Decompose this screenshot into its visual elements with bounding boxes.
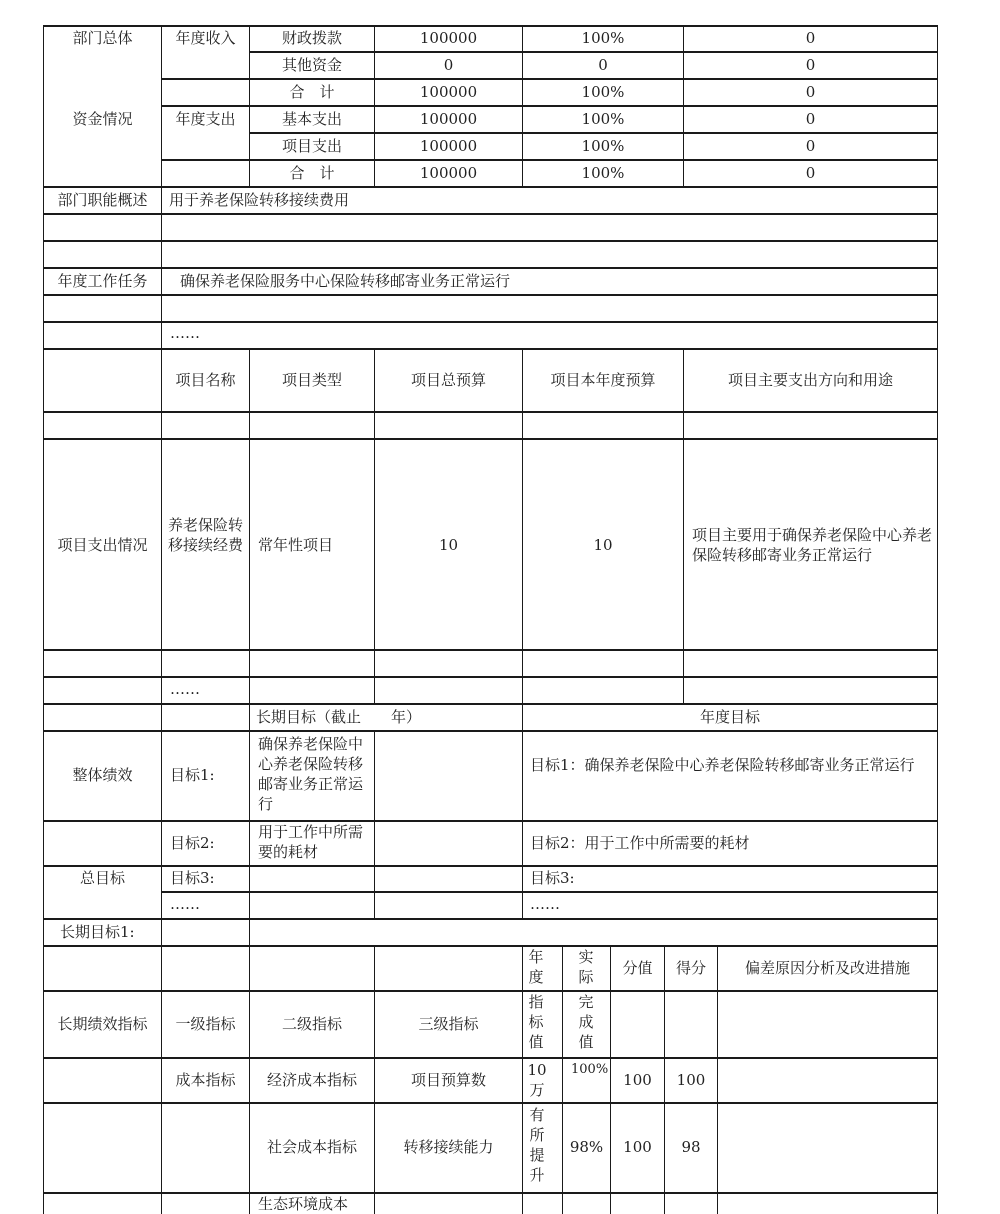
project-name: 养老保险转移接续经费: [168, 516, 244, 554]
grid-line: [43, 1057, 938, 1059]
funding-item-name: 其他资金: [281, 56, 342, 74]
header-level3: 三级指标: [418, 1015, 479, 1033]
funding-other: 0: [805, 137, 816, 155]
project-type: 常年性项目: [258, 536, 334, 554]
indicator-level3: 项目预算数: [410, 1071, 486, 1089]
grid-line: [522, 25, 523, 186]
project-header-annual: 项目本年度预算: [550, 371, 656, 389]
goal3-annual-text: 目标3:: [530, 869, 575, 887]
header-analysis: 偏差原因分析及改进措施: [744, 959, 910, 977]
goal2-annual-text: 目标2：用于工作中所需要的耗材: [530, 834, 750, 852]
header-score-value: 分值: [622, 959, 653, 977]
funding-other: 0: [805, 164, 816, 182]
indicator-actual: 100%: [571, 1062, 609, 1077]
goal-annual-more: ……: [530, 895, 560, 913]
funding-item-name: 项目支出: [281, 137, 342, 155]
grid-line: [374, 25, 375, 186]
grid-line: [162, 159, 938, 161]
funding-item-name: 财政拨款: [281, 29, 342, 47]
funding-other: 0: [805, 83, 816, 101]
project-section-label: 项目支出情况: [57, 536, 148, 554]
indicator-level3: 转移接续能力: [403, 1138, 494, 1156]
funding-ratio: 100%: [581, 110, 625, 128]
grid-line: [162, 105, 938, 107]
goal3-label: 目标3:: [170, 869, 215, 887]
grid-line: [43, 1102, 938, 1104]
indicator-level2: 社会成本指标: [266, 1138, 357, 1156]
header-year: 年度: [528, 948, 544, 986]
funding-other: 0: [805, 29, 816, 47]
header-level2: 二级指标: [281, 1015, 342, 1033]
indicator-level2: 经济成本指标: [266, 1071, 357, 1089]
project-total-budget: 10: [438, 536, 459, 554]
goal2-long-term-text: 用于工作中所需要的耗材: [258, 823, 364, 861]
dept-label-1: 部门总体: [72, 29, 133, 47]
project-header-total: 项目总预算: [410, 371, 486, 389]
project-header-name: 项目名称: [175, 371, 236, 389]
indicator-level2: 生态环境成本: [258, 1195, 349, 1213]
funding-amount: 0: [443, 56, 454, 74]
project-header-type: 项目类型: [281, 371, 342, 389]
grid-line: [161, 186, 162, 1214]
funding-amount: 100000: [419, 137, 478, 155]
grid-line: [249, 348, 250, 703]
grid-line: [374, 730, 375, 918]
funding-other: 0: [805, 110, 816, 128]
grid-line: [250, 51, 938, 53]
indicator-score: 98: [681, 1138, 701, 1156]
grid-line: [43, 865, 938, 867]
overall-performance-label: 整体绩效: [72, 766, 133, 784]
funding-amount: 100000: [419, 83, 478, 101]
grid-line: [562, 945, 563, 1214]
funding-amount: 100000: [419, 164, 478, 182]
grid-line: [250, 132, 938, 134]
grid-line: [43, 1192, 938, 1194]
funding-ratio: 0: [598, 56, 608, 74]
total-goal-label: 总目标: [79, 869, 125, 887]
indicator-score-value: 100: [623, 1138, 652, 1156]
header-year-value: 指标值: [528, 993, 544, 1051]
header-level1: 一级指标: [175, 1015, 236, 1033]
funding-item-name: 基本支出: [281, 110, 342, 128]
indicator-target: 有所提升: [529, 1106, 545, 1184]
project-more: ……: [170, 680, 200, 698]
project-annual-budget: 10: [593, 536, 613, 554]
function-overview-label: 部门职能概述: [57, 191, 148, 209]
grid-line: [522, 348, 523, 918]
funding-ratio: 100%: [581, 83, 625, 101]
project-purpose: 项目主要用于确保养老保险中心养老保险转移邮寄业务正常运行: [692, 526, 933, 564]
annual-goal-header: 年度目标: [699, 708, 760, 726]
goal-more: ……: [170, 895, 200, 913]
indicator-score-value: 100: [623, 1071, 652, 1089]
project-header-purpose: 项目主要支出方向和用途: [727, 371, 893, 389]
grid-line: [43, 25, 938, 27]
funding-other: 0: [805, 56, 816, 74]
grid-line: [43, 918, 938, 920]
grid-line: [43, 990, 938, 992]
grid-line: [43, 267, 938, 269]
funding-ratio: 100%: [581, 164, 625, 182]
grid-line: [717, 945, 718, 1214]
grid-line: [249, 25, 250, 186]
goal2-label: 目标2:: [170, 834, 215, 852]
indicator-score: 100: [676, 1071, 706, 1089]
grid-line: [683, 25, 684, 186]
indicator-level1: 成本指标: [175, 1071, 236, 1089]
annual-task-more: ……: [170, 324, 200, 342]
grid-line: [374, 348, 375, 703]
funding-ratio: 100%: [581, 29, 625, 47]
grid-line: [43, 411, 938, 413]
dept-label-2: 资金情况: [72, 110, 133, 128]
funding-item-name: 合 计: [289, 164, 335, 182]
funding-item-name: 合 计: [289, 83, 335, 101]
grid-line: [43, 240, 938, 242]
income-label: 年度收入: [175, 29, 236, 47]
grid-line: [43, 730, 938, 732]
funding-ratio: 100%: [581, 137, 625, 155]
grid-line: [162, 78, 938, 80]
grid-line: [683, 348, 684, 703]
grid-line: [43, 348, 938, 350]
header-actual: 实际: [578, 948, 594, 986]
grid-line: [937, 25, 938, 1214]
grid-line: [43, 703, 938, 705]
grid-line: [43, 438, 938, 440]
grid-line: [43, 213, 938, 215]
indicator-target: 10万: [527, 1061, 547, 1099]
goal1-label: 目标1:: [170, 766, 215, 784]
long-term-header: 长期目标（截止 年）: [256, 708, 422, 726]
funding-amount: 100000: [419, 29, 478, 47]
header-score: 得分: [675, 959, 706, 977]
function-overview-text: 用于养老保险转移接续费用: [169, 191, 350, 209]
grid-line: [43, 294, 938, 296]
grid-line: [162, 891, 938, 893]
indicator-actual: 98%: [569, 1138, 604, 1156]
grid-line: [43, 820, 938, 822]
expense-label: 年度支出: [175, 110, 236, 128]
grid-line: [522, 945, 523, 1214]
goal1-long-term-text: 确保养老保险中心养老保险转移邮寄业务正常运行: [258, 735, 364, 813]
grid-line: [43, 186, 938, 188]
grid-line: [43, 649, 938, 651]
long-term-indicator-label: 长期绩效指标: [57, 1015, 148, 1033]
long-term-goal1-label: 长期目标1:: [60, 923, 135, 941]
grid-line: [161, 25, 162, 186]
annual-task-text: 确保养老保险服务中心保险转移邮寄业务正常运行: [180, 272, 511, 290]
grid-line: [43, 676, 938, 678]
funding-amount: 100000: [419, 110, 478, 128]
grid-line: [43, 945, 938, 947]
goal1-annual-text: 目标1：确保养老保险中心养老保险转移邮寄业务正常运行: [530, 756, 915, 774]
header-actual-value: 完成值: [578, 993, 594, 1051]
annual-task-label: 年度工作任务: [57, 272, 148, 290]
